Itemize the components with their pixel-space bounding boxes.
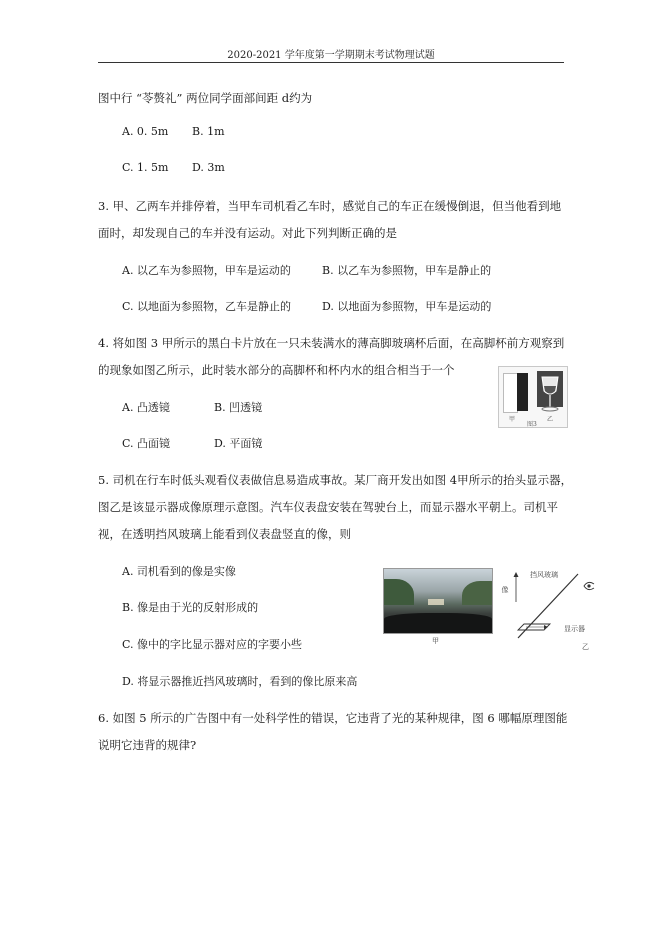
q5-option-a: A. 司机看到的像是实像	[122, 565, 236, 578]
q3-option-c: C. 以地面为参照物，乙车是静止的	[122, 300, 292, 313]
q2-option-a: A. 0. 5m	[122, 125, 169, 138]
hud-display	[428, 599, 444, 605]
display-label: 显示器	[564, 625, 585, 633]
q3-stem-line1: 3. 甲、乙两车并排停着，当甲车司机看乙车时，感觉自己的车正在缓慢倒退，但当他看到地	[98, 199, 562, 213]
image-label: 像	[501, 586, 509, 593]
q3-option-d: D. 以地面为参照物，甲车是运动的	[322, 300, 492, 313]
white-card	[503, 373, 518, 413]
black-card	[517, 373, 528, 411]
q5-stem-line1: 5. 司机在行车时低头观看仪表做信息易造成事故。某厂商开发出如图 4甲所示的抬头显示器，	[98, 473, 573, 487]
q4-option-d: D. 平面镜	[214, 437, 263, 450]
q4-stem-line1: 4. 将如图 3 甲所示的黑白卡片放在一只未装满水的薄高脚玻璃杯后面，在高脚杯前方观察到	[98, 336, 565, 350]
fig3-label-yi: 乙	[547, 416, 554, 423]
q5-option-d: D. 将显示器推近挡风玻璃时，看到的像比原来高	[122, 675, 358, 688]
fig3-label: 图3	[527, 421, 537, 428]
trees-left	[384, 579, 414, 605]
figure-3	[498, 366, 568, 428]
page-header: 2020-2021 学年度第一学期期末考试物理试题	[227, 50, 435, 61]
fig3-label-jia: 甲	[509, 416, 516, 423]
fig4-photo-caption: 甲	[432, 637, 439, 645]
q4-option-b: B. 凹透镜	[214, 401, 263, 414]
wine-glass-icon	[537, 371, 563, 417]
q5-option-b: B. 像是由于光的反射形成的	[122, 601, 259, 614]
windshield-label: 挡风玻璃	[530, 571, 558, 579]
q4-option-c: C. 凸面镜	[122, 437, 171, 450]
q2-stem: 图中行 “苓赘礼” 两位同学面部间距 d约为	[98, 91, 313, 105]
q2-option-d: D. 3m	[192, 161, 225, 174]
header-rule	[98, 62, 564, 63]
q5-option-c: C. 像中的字比显示器对应的字要小些	[122, 638, 303, 651]
q3-stem-line2: 面时，却发现自己的车并没有运动。对此下列判断正确的是	[98, 226, 397, 240]
q6-stem-line1: 6. 如图 5 所示的广告图中有一处科学性的错误，它违背了光的某种规律，图 6 哪幅原理图能	[98, 711, 568, 725]
q6-stem-line2: 说明它违背的规律?	[98, 738, 197, 752]
q2-option-c: C. 1. 5m	[122, 161, 169, 174]
dashboard	[384, 613, 492, 633]
q4-stem-line2: 的现象如图乙所示，此时装水部分的高脚杯和杯内水的组合相当于一个	[98, 363, 455, 377]
q4-option-a: A. 凸透镜	[122, 401, 170, 414]
fig4-diagram-caption: 乙	[582, 643, 589, 651]
q5-stem-line2: 图乙是该显示器成像原理示意图。汽车仪表盘安装在驾驶台上，而显示器水平朝上。司机平	[98, 500, 558, 514]
q3-option-b: B. 以乙车为参照物，甲车是静止的	[322, 264, 492, 277]
q3-option-a: A. 以乙车为参照物，甲车是运动的	[122, 264, 291, 277]
figure-4-photo	[383, 568, 493, 634]
q5-stem-line3: 视，在透明挡风玻璃上能看到仪表盘竖直的像，则	[98, 527, 351, 541]
trees-right	[462, 581, 492, 605]
q2-option-b: B. 1m	[192, 125, 225, 138]
